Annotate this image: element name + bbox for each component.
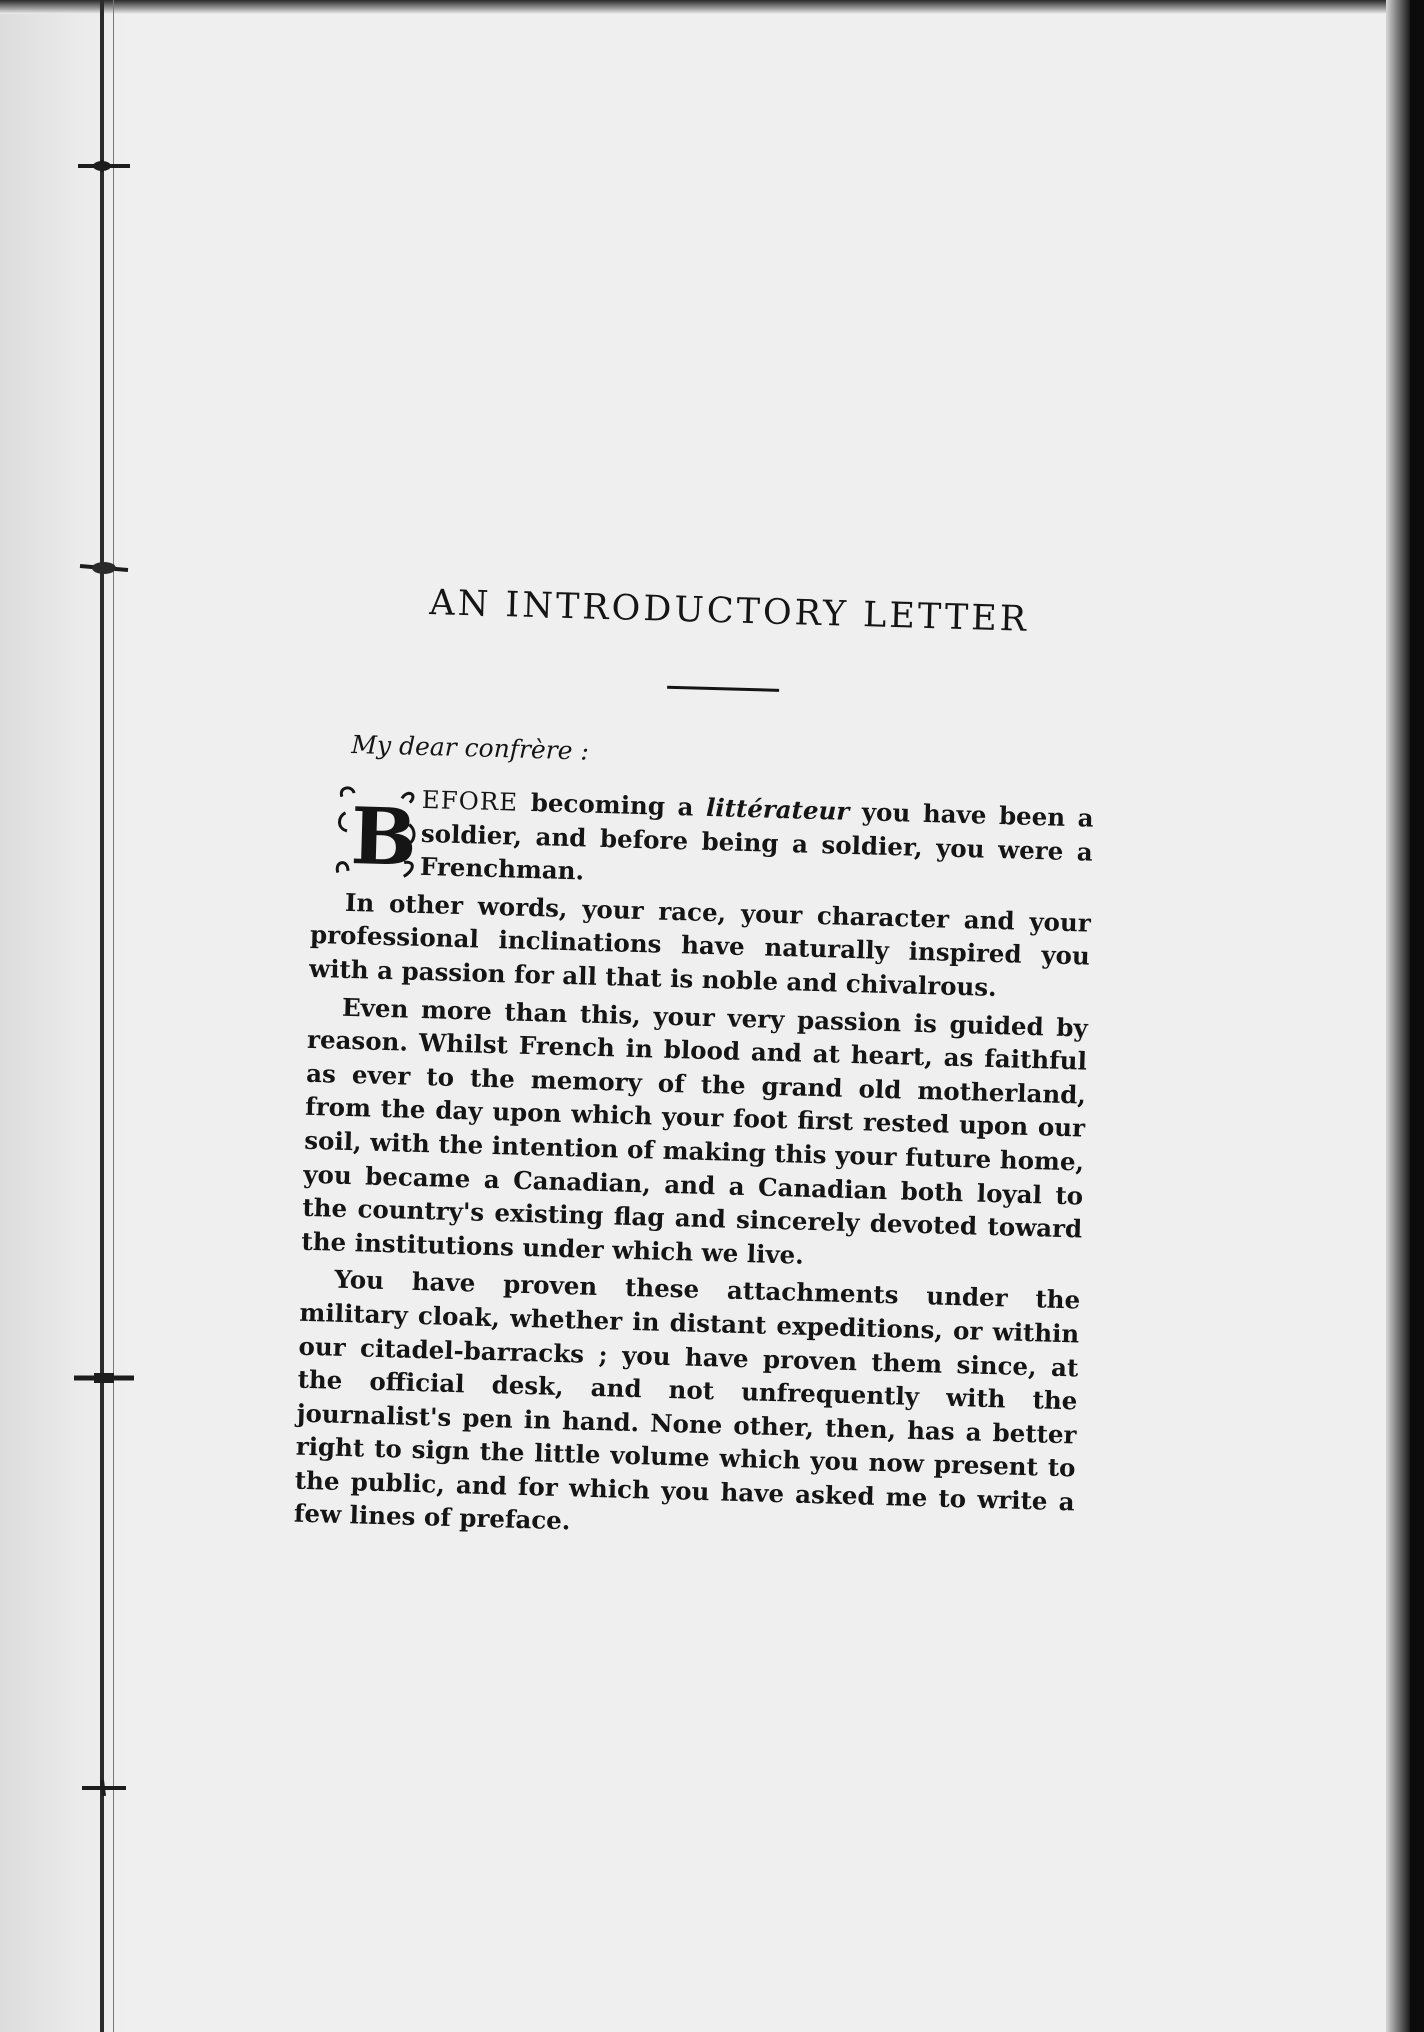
salutation: My dear confrère : xyxy=(351,729,590,766)
page-right-edge xyxy=(1386,0,1410,2032)
paragraph-1 xyxy=(312,780,1095,903)
page-top-edge xyxy=(0,0,1410,14)
gutter-shadow xyxy=(0,0,130,2032)
title-rule xyxy=(667,686,779,692)
first-word: EFORE xyxy=(421,784,519,817)
letter-content xyxy=(293,580,1099,1552)
drop-cap-letter: B xyxy=(349,790,419,884)
italic-term: littérateur xyxy=(705,792,850,826)
binding-stitch-icon xyxy=(74,158,134,174)
paragraph-1-text-b: you have been a soldier, and before being a soldier, you were a Frenchman. xyxy=(419,796,1095,886)
binding-fold xyxy=(113,0,114,2032)
binding-stitch-icon xyxy=(74,1370,134,1386)
drop-cap-ornament-icon xyxy=(334,783,421,885)
paragraph-2: In other words, your race, your character and your professional inclinations have naturally inspired you with a passion for all that is noble and chivalrous. xyxy=(308,887,1092,1003)
paragraph-1-text-a: becoming a xyxy=(517,787,707,822)
binding-stitch-icon xyxy=(74,560,134,576)
paragraph-3: Even more than this, your very passion is guided by reason. Whilst French in blood and at heart, as faithful as ever to the memory of the grand old motherland, from the day upon which your foot first rested upon our soil, with the intention of making this your future home, you became a Canadian, and a Canadian both loyal to the country's existing flag and sincerely devoted toward the institutions under which we live. xyxy=(301,992,1089,1270)
letter-title: AN INTRODUCTORY LETTER xyxy=(428,583,1030,640)
binding-thread xyxy=(100,0,104,2032)
paragraph-4: You have proven these attachments under the military cloak, whether in distant expeditions, or within our citadel-barracks ; you have proven them since, at the official desk, and not unfrequently with the journalist's pen in hand. None other, then, has a better right to sign the little volume which you now present to the public, and for which you have asked me to write a few lines of preface. xyxy=(293,1264,1081,1536)
binding-stitch-icon xyxy=(74,1780,134,1796)
